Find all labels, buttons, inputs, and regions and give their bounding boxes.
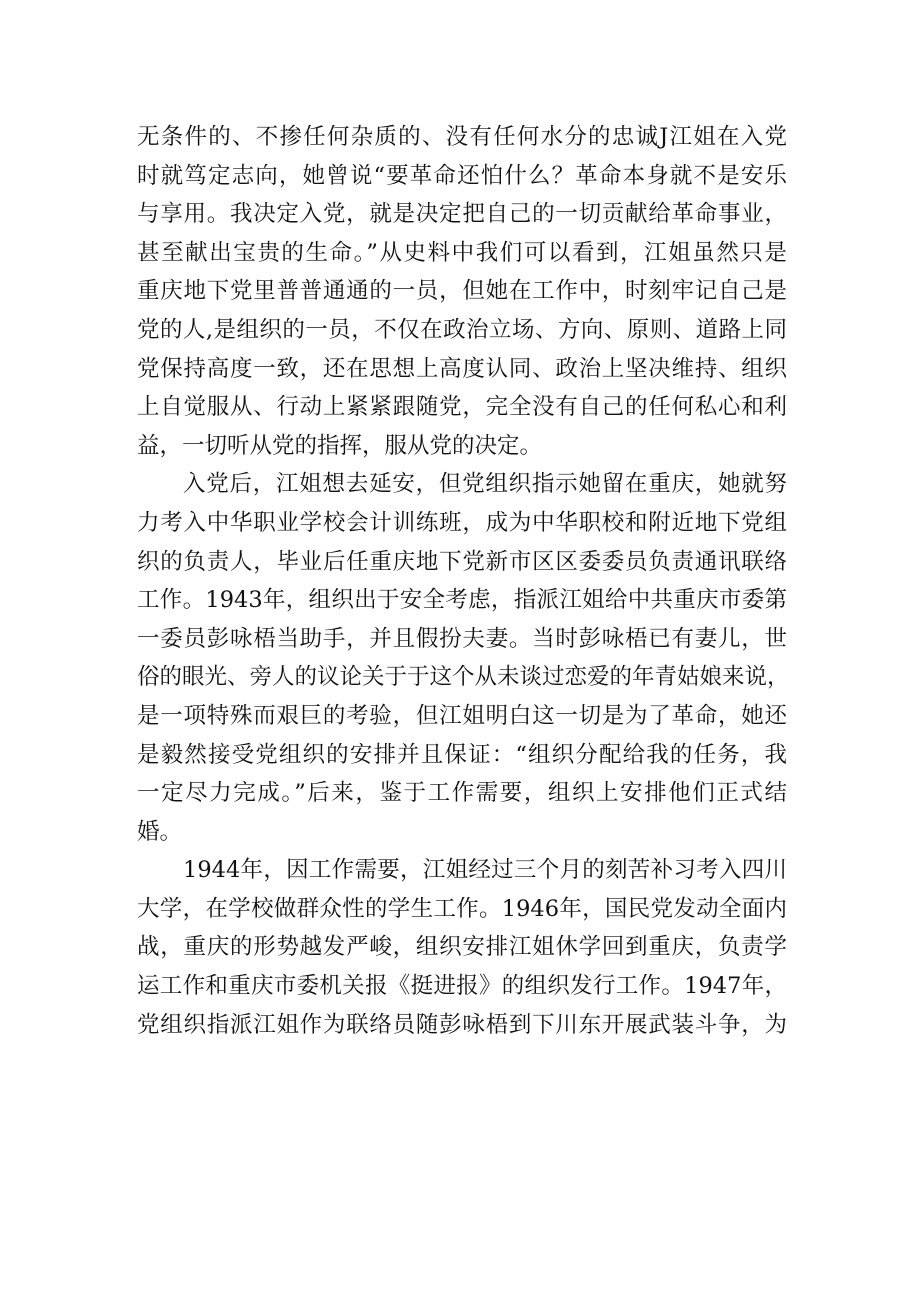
paragraph-3-line-4: 运工作和重庆市委机关报《挺进报》的组织发行工作。1947年， [137,973,787,1000]
paragraph-1-line-1: 无条件的、不掺任何杂质的、没有任何水分的忠诚J江姐在入党 [137,124,787,150]
paragraph-3-line-3: 战，重庆的形势越发严峻，组织安排江姐休学回到重庆，负责学 [137,934,787,961]
paragraph-2-line-1: 入党后，江姐想去延安，但党组织指示她留在重庆，她就努 [183,471,787,498]
paragraph-2-line-8: 是毅然接受党组织的安排并且保证：“组织分配给我的任务，我 [137,741,787,768]
paragraph-1-line-8: 上自觉服从、行动上紧紧跟随党，完全没有自己的任何私心和利 [137,394,787,421]
paragraph-2-line-9: 一定尽力完成。”后来，鉴于工作需要，组织上安排他们正式结 [137,780,787,807]
paragraph-1-line-3: 与享用。我决定入党，就是决定把自己的一切贡献给革命事业， [137,201,787,228]
paragraph-1-line-6: 党的人,是组织的一员，不仅在政治立场、方向、原则、道路上同 [137,316,787,343]
paragraph-2-line-4: 工作。1943年，组织出于安全考虑，指派江姐给中共重庆市委第 [137,587,787,614]
paragraph-1-line-9: 益，一切听从党的指挥，服从党的决定。 [137,432,543,459]
paragraph-3-line-2: 大学，在学校做群众性的学生工作。1946年，国民党发动全面内 [137,895,787,922]
paragraph-2-line-10: 婚。 [137,818,183,845]
paragraph-1-line-2: 时就笃定志向，她曾说“要革命还怕什么？革命本身就不是安乐 [137,162,787,189]
paragraph-2-line-6: 俗的眼光、旁人的议论关于于这个从未谈过恋爱的年青姑娘来说， [137,664,790,691]
paragraph-2-line-2: 力考入中华职业学校会计训练班，成为中华职校和附近地下党组 [137,509,787,536]
paragraph-3-line-5: 党组织指派江姐作为联络员随彭咏梧到下川东开展武装斗争，为 [137,1011,787,1038]
paragraph-1-line-4: 甚至献出宝贵的生命。”从史料中我们可以看到，江姐虽然只是 [137,239,787,266]
paragraph-1-line-5: 重庆地下党里普普通通的一员，但她在工作中，时刻牢记自己是 [137,278,787,305]
paragraph-1-line-7: 党保持高度一致，还在思想上高度认同、政治上坚决维持、组织 [137,355,787,382]
paragraph-2-line-3: 织的负责人，毕业后任重庆地下党新市区区委委员负责通讯联络 [137,548,787,575]
paragraph-2-line-7: 是一项特殊而艰巨的考验，但江姐明白这一切是为了革命，她还 [137,702,787,729]
paragraph-2-line-5: 一委员彭咏梧当助手，并且假扮夫妻。当时彭咏梧已有妻儿，世 [137,625,787,652]
body-text [137,118,790,1044]
paragraph-3-line-1: 1944年，因工作需要，江姐经过三个月的刻苦补习考入四川 [183,857,787,884]
